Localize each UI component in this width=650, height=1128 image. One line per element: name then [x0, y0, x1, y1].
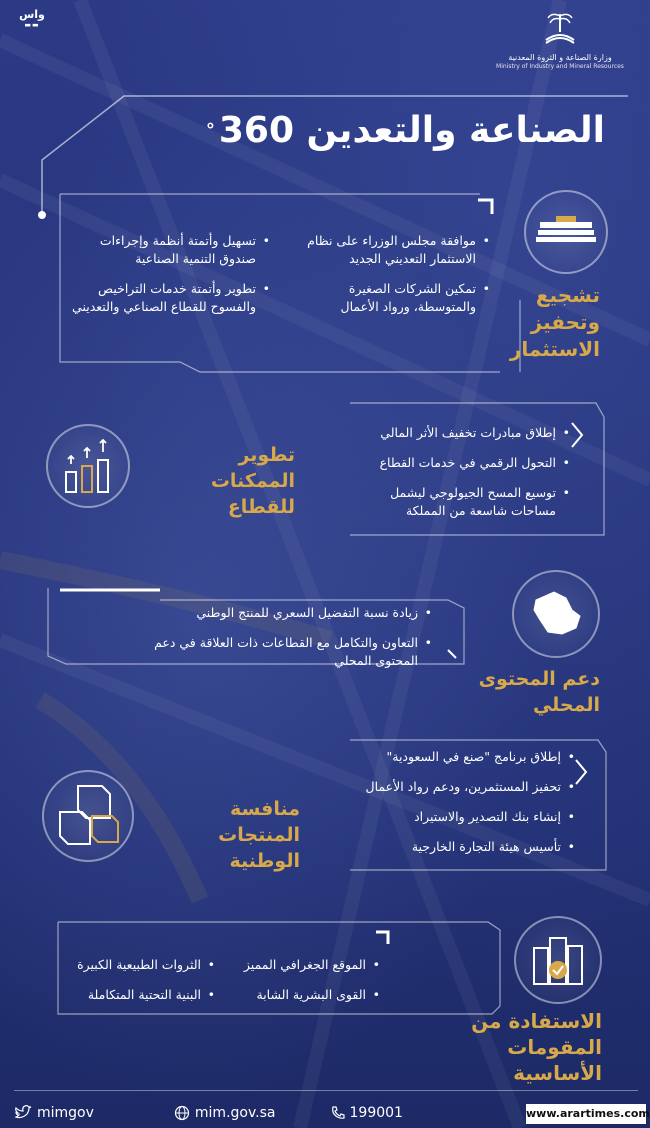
list-item: • الموقع الجغرافي المميز — [220, 956, 380, 974]
section1-list-left — [70, 232, 270, 328]
list-item: • القوى البشرية الشابة — [220, 986, 380, 1004]
section2-icon-circle — [46, 424, 130, 508]
section3-heading — [470, 666, 600, 718]
title-text: الصناعة والتعدين 360 — [218, 110, 605, 151]
section5-heading-line1: الاستفادة من — [471, 1009, 602, 1033]
section1-heading-line3: الاستثمار — [509, 337, 600, 361]
section4-heading-line1: منافسة — [230, 798, 300, 820]
page-title — [200, 108, 605, 154]
saudi-map-icon — [514, 572, 598, 656]
section1-heading-line1: تشجيع — [535, 283, 600, 307]
ministry-name-en: Ministry of Industry and Mineral Resources — [496, 63, 624, 70]
section1-list-right — [290, 232, 490, 328]
section2-heading-line2: للقطاع — [227, 496, 295, 518]
section5-heading — [420, 1008, 602, 1086]
product-boxes-icon — [44, 772, 132, 860]
list-item: • التعاون والتكامل مع القطاعات ذات العلاقة في دعم المحتوى المحلي — [132, 634, 432, 670]
section3-heading-line2: المحلي — [532, 694, 600, 716]
section3-heading-line1: دعم المحتوى — [478, 668, 600, 690]
section4-icon-circle — [42, 770, 134, 862]
list-item: • إنشاء بنك التصدير والاستيراد — [355, 808, 575, 826]
source-watermark: www.arartimes.com — [526, 1104, 646, 1124]
globe-icon — [174, 1105, 190, 1121]
section3-icon-circle — [512, 570, 600, 658]
section5-list-right — [220, 956, 380, 1016]
list-item: • تطوير وأتمتة خدمات التراخيص والفسوح للقطاع الصناعي والتعديني — [70, 280, 270, 316]
phone-icon — [330, 1105, 346, 1121]
section3-list — [132, 604, 432, 682]
growth-bars-icon — [48, 426, 128, 506]
section5-icon-circle — [514, 916, 602, 1004]
list-item: • تسهيل وأتمتة أنظمة وإجراءات صندوق التنمية الصناعية — [70, 232, 270, 268]
list-item: • موافقة مجلس الوزراء على نظام الاستثمار التعديني الجديد — [290, 232, 490, 268]
list-item: • تمكين الشركات الصغيرة والمتوسطة، ورواد الأعمال — [290, 280, 490, 316]
section5-list-left — [70, 956, 215, 1016]
list-item: • إطلاق مبادرات تخفيف الأثر المالي — [355, 424, 570, 442]
website-url: mim.gov.sa — [194, 1105, 276, 1121]
section4-list — [355, 748, 575, 868]
footer-divider — [14, 1090, 638, 1091]
list-item: • تأسيس هيئة التجارة الخارجية — [355, 838, 575, 856]
section2-heading — [150, 442, 295, 520]
list-item: • التحول الرقمي في خدمات القطاع — [355, 454, 570, 472]
section4-heading — [148, 796, 300, 874]
list-item: • البنية التحتية المتكاملة — [70, 986, 215, 1004]
section4-heading-line2: المنتجات الوطنية — [218, 824, 300, 872]
section1-icon-circle — [524, 190, 608, 274]
footer-phone[interactable] — [330, 1105, 403, 1121]
section2-list — [355, 424, 570, 532]
twitter-handle: mimgov — [37, 1105, 94, 1121]
twitter-icon — [14, 1105, 32, 1121]
spa-logo-mark: ▬▬ — [24, 21, 40, 29]
phone-number: 199001 — [349, 1105, 403, 1121]
list-item: • الثروات الطبيعية الكبيرة — [70, 956, 215, 974]
title-degree: ° — [205, 120, 215, 141]
section2-heading-line1: تطوير الممكنات — [210, 444, 295, 492]
section1-heading-line2: وتحفيز — [530, 310, 600, 334]
footer-twitter[interactable] — [14, 1105, 94, 1121]
buildings-check-icon — [516, 918, 600, 1002]
spa-logo-text: واس — [19, 8, 45, 21]
ingot-stack-icon — [526, 192, 606, 272]
list-item: • إطلاق برنامج "صنع في السعودية" — [355, 748, 575, 766]
ministry-name-ar: وزارة الصناعة و الثروة المعدنية — [508, 53, 612, 62]
footer-website[interactable] — [174, 1105, 276, 1121]
footer-contacts — [14, 1100, 403, 1126]
section5-heading-line2: المقومات الأساسية — [507, 1035, 602, 1085]
list-item: • تحفيز المستثمرين، ودعم رواد الأعمال — [355, 778, 575, 796]
list-item: • زيادة نسبة التفضيل السعري للمنتج الوطني — [132, 604, 432, 622]
list-item: • توسيع المسح الجيولوجي ليشمل مساحات شاسعة من المملكة — [355, 484, 570, 520]
